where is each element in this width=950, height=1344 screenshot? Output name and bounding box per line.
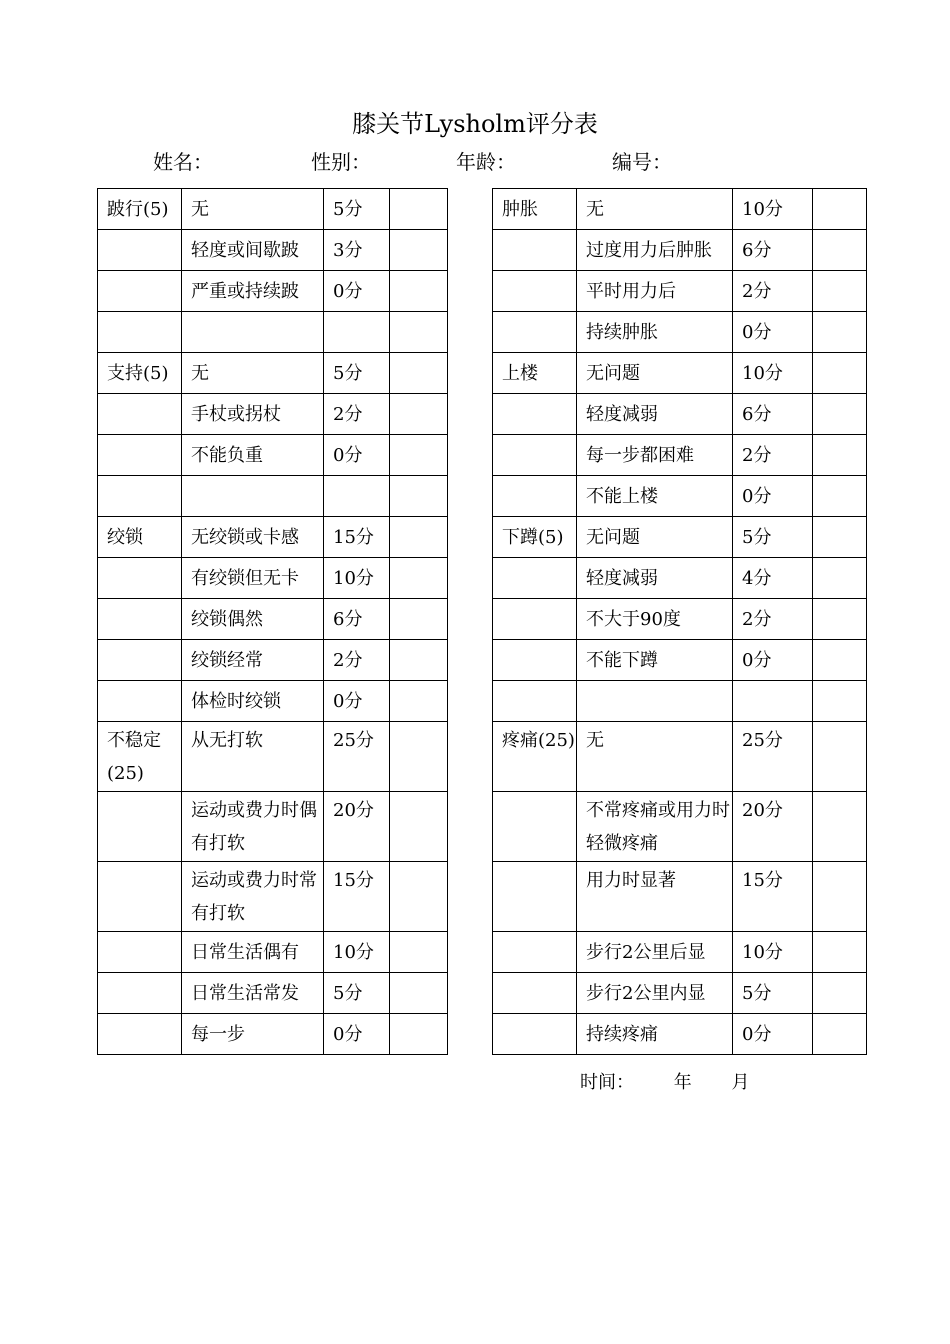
points-cell: 15分 [733,862,813,932]
score-cell[interactable] [813,973,867,1014]
criterion-cell: 无 [182,353,324,394]
points-cell: 10分 [733,932,813,973]
table-row [493,312,867,353]
score-cell[interactable] [390,394,448,435]
table-row [98,722,448,792]
points-cell: 10分 [733,353,813,394]
table-row [98,599,448,640]
table-row [493,230,867,271]
category-cell [98,792,182,862]
criterion-cell: 运动或费力时常有打软 [182,862,324,932]
table-row [493,517,867,558]
table-row [98,312,448,353]
criterion-cell: 手杖或拐杖 [182,394,324,435]
gender-label: 性别： [311,150,371,174]
category-cell [493,932,577,973]
points-cell: 15分 [324,862,390,932]
category-cell [98,394,182,435]
score-cell[interactable] [390,1014,448,1055]
table-row [98,230,448,271]
points-cell [324,312,390,353]
score-cell[interactable] [390,353,448,394]
score-cell[interactable] [813,640,867,681]
category-cell [98,435,182,476]
table-row [98,973,448,1014]
footer-date [580,1068,783,1098]
criterion-cell: 步行2公里后显 [577,932,733,973]
category-cell [493,681,577,722]
table-row [98,271,448,312]
criterion-cell [182,312,324,353]
table-row [98,394,448,435]
criterion-cell: 步行2公里内显 [577,973,733,1014]
table-row [98,1014,448,1055]
criterion-cell: 严重或持续跛 [182,271,324,312]
criterion-cell: 日常生活常发 [182,973,324,1014]
criterion-cell: 轻度减弱 [577,394,733,435]
category-cell: 绞锁 [98,517,182,558]
score-cell[interactable] [813,189,867,230]
criterion-cell: 每一步 [182,1014,324,1055]
score-cell[interactable] [813,862,867,932]
time-label: 时间： [580,1072,634,1093]
points-cell: 6分 [733,230,813,271]
criterion-cell: 无 [182,189,324,230]
points-cell: 2分 [733,435,813,476]
score-cell[interactable] [813,230,867,271]
table-row [98,640,448,681]
category-cell: 支持(5) [98,353,182,394]
criterion-cell: 从无打软 [182,722,324,792]
criterion-cell: 运动或费力时偶有打软 [182,792,324,862]
points-cell: 0分 [324,271,390,312]
category-cell: 下蹲(5) [493,517,577,558]
table-row [98,792,448,862]
score-cell[interactable] [390,435,448,476]
left-score-table [97,188,448,1055]
score-cell[interactable] [390,312,448,353]
points-cell: 0分 [733,1014,813,1055]
score-cell[interactable] [390,271,448,312]
category-cell [98,558,182,599]
criterion-cell: 绞锁经常 [182,640,324,681]
criterion-cell: 体检时绞锁 [182,681,324,722]
points-cell: 0分 [324,435,390,476]
score-cell[interactable] [813,476,867,517]
score-cell[interactable] [390,681,448,722]
score-cell[interactable] [390,932,448,973]
criterion-cell: 无问题 [577,517,733,558]
points-cell: 10分 [733,189,813,230]
score-cell[interactable] [390,599,448,640]
table-row [98,435,448,476]
category-cell [493,476,577,517]
category-cell [493,394,577,435]
score-cell[interactable] [813,722,867,792]
table-row [493,862,867,932]
score-cell[interactable] [813,1014,867,1055]
category-cell [493,435,577,476]
score-cell[interactable] [390,792,448,862]
points-cell: 0分 [324,681,390,722]
points-cell: 2分 [324,394,390,435]
table-row [493,973,867,1014]
criterion-cell: 无 [577,189,733,230]
criterion-cell: 不常疼痛或用力时轻微疼痛 [577,792,733,862]
score-cell[interactable] [813,271,867,312]
right-score-table [492,188,867,1055]
table-row [98,476,448,517]
table-row [98,558,448,599]
table-row [98,189,448,230]
criterion-cell: 每一步都困难 [577,435,733,476]
points-cell: 6分 [324,599,390,640]
month-label: 月 [731,1072,750,1093]
criterion-cell: 持续肿胀 [577,312,733,353]
points-cell: 20分 [324,792,390,862]
category-cell [493,599,577,640]
points-cell: 5分 [733,517,813,558]
criterion-cell: 平时用力后 [577,271,733,312]
points-cell: 15分 [324,517,390,558]
points-cell: 2分 [733,271,813,312]
points-cell [733,681,813,722]
table-row [493,681,867,722]
points-cell: 4分 [733,558,813,599]
score-cell[interactable] [390,189,448,230]
score-cell[interactable] [813,792,867,862]
category-cell: 上楼 [493,353,577,394]
category-cell [98,476,182,517]
criterion-cell: 无绞锁或卡感 [182,517,324,558]
points-cell: 5分 [324,189,390,230]
category-cell [98,1014,182,1055]
points-cell: 20分 [733,792,813,862]
category-cell [98,312,182,353]
score-cell[interactable] [390,640,448,681]
category-cell [493,973,577,1014]
criterion-cell: 日常生活偶有 [182,932,324,973]
points-cell: 2分 [733,599,813,640]
table-row [493,476,867,517]
points-cell: 25分 [324,722,390,792]
score-cell[interactable] [813,599,867,640]
table-row [493,1014,867,1055]
table-row [98,932,448,973]
category-cell: 疼痛(25) [493,722,577,792]
table-row [493,640,867,681]
criterion-cell: 绞锁偶然 [182,599,324,640]
score-cell[interactable] [813,932,867,973]
criterion-cell: 不能上楼 [577,476,733,517]
name-label: 姓名： [153,150,213,174]
category-cell [98,640,182,681]
criterion-cell: 用力时显著 [577,862,733,932]
table-row [493,599,867,640]
criterion-cell: 无问题 [577,353,733,394]
table-row [98,681,448,722]
criterion-cell: 有绞锁但无卡 [182,558,324,599]
category-cell [493,230,577,271]
category-cell [98,862,182,932]
table-row [493,394,867,435]
category-cell [98,599,182,640]
points-cell: 5分 [324,973,390,1014]
score-cell[interactable] [813,517,867,558]
points-cell: 10分 [324,932,390,973]
criterion-cell [577,681,733,722]
category-cell [493,792,577,862]
score-cell[interactable] [390,862,448,932]
table-row [493,271,867,312]
table-row [98,517,448,558]
category-cell [98,271,182,312]
table-row [493,932,867,973]
points-cell: 0分 [733,640,813,681]
criterion-cell: 不大于90度 [577,599,733,640]
points-cell: 0分 [733,312,813,353]
table-row [493,435,867,476]
number-label: 编号： [612,150,672,174]
points-cell: 3分 [324,230,390,271]
points-cell: 5分 [733,973,813,1014]
points-cell [324,476,390,517]
table-row [493,792,867,862]
table-row [98,353,448,394]
points-cell: 0分 [324,1014,390,1055]
points-cell: 6分 [733,394,813,435]
score-cell[interactable] [390,517,448,558]
points-cell: 0分 [733,476,813,517]
score-cell[interactable] [390,476,448,517]
score-cell[interactable] [813,435,867,476]
criterion-cell: 无 [577,722,733,792]
score-cell[interactable] [390,558,448,599]
category-cell [493,271,577,312]
criterion-cell: 不能下蹲 [577,640,733,681]
score-cell[interactable] [813,394,867,435]
criterion-cell: 过度用力后肿胀 [577,230,733,271]
category-cell [493,862,577,932]
score-cell[interactable] [390,973,448,1014]
points-cell: 25分 [733,722,813,792]
page-title: 膝关节Lysholm评分表 [352,110,598,138]
category-cell: 跛行(5) [98,189,182,230]
table-row [493,558,867,599]
score-cell[interactable] [813,312,867,353]
category-cell: 肿胀 [493,189,577,230]
points-cell: 5分 [324,353,390,394]
criterion-cell [182,476,324,517]
year-label: 年 [673,1072,692,1093]
score-cell[interactable] [813,681,867,722]
category-cell [493,640,577,681]
category-cell [493,558,577,599]
points-cell: 2分 [324,640,390,681]
category-cell [493,1014,577,1055]
category-cell [98,681,182,722]
criterion-cell: 轻度减弱 [577,558,733,599]
table-row [98,862,448,932]
points-cell: 10分 [324,558,390,599]
score-cell[interactable] [813,353,867,394]
age-label: 年龄： [456,150,516,174]
category-cell [98,973,182,1014]
criterion-cell: 不能负重 [182,435,324,476]
score-cell[interactable] [390,230,448,271]
category-cell: 不稳定(25) [98,722,182,792]
score-cell[interactable] [813,558,867,599]
criterion-cell: 持续疼痛 [577,1014,733,1055]
score-cell[interactable] [390,722,448,792]
table-row [493,189,867,230]
category-cell [98,230,182,271]
criterion-cell: 轻度或间歇跛 [182,230,324,271]
table-row [493,722,867,792]
category-cell [98,932,182,973]
category-cell [493,312,577,353]
table-row [493,353,867,394]
